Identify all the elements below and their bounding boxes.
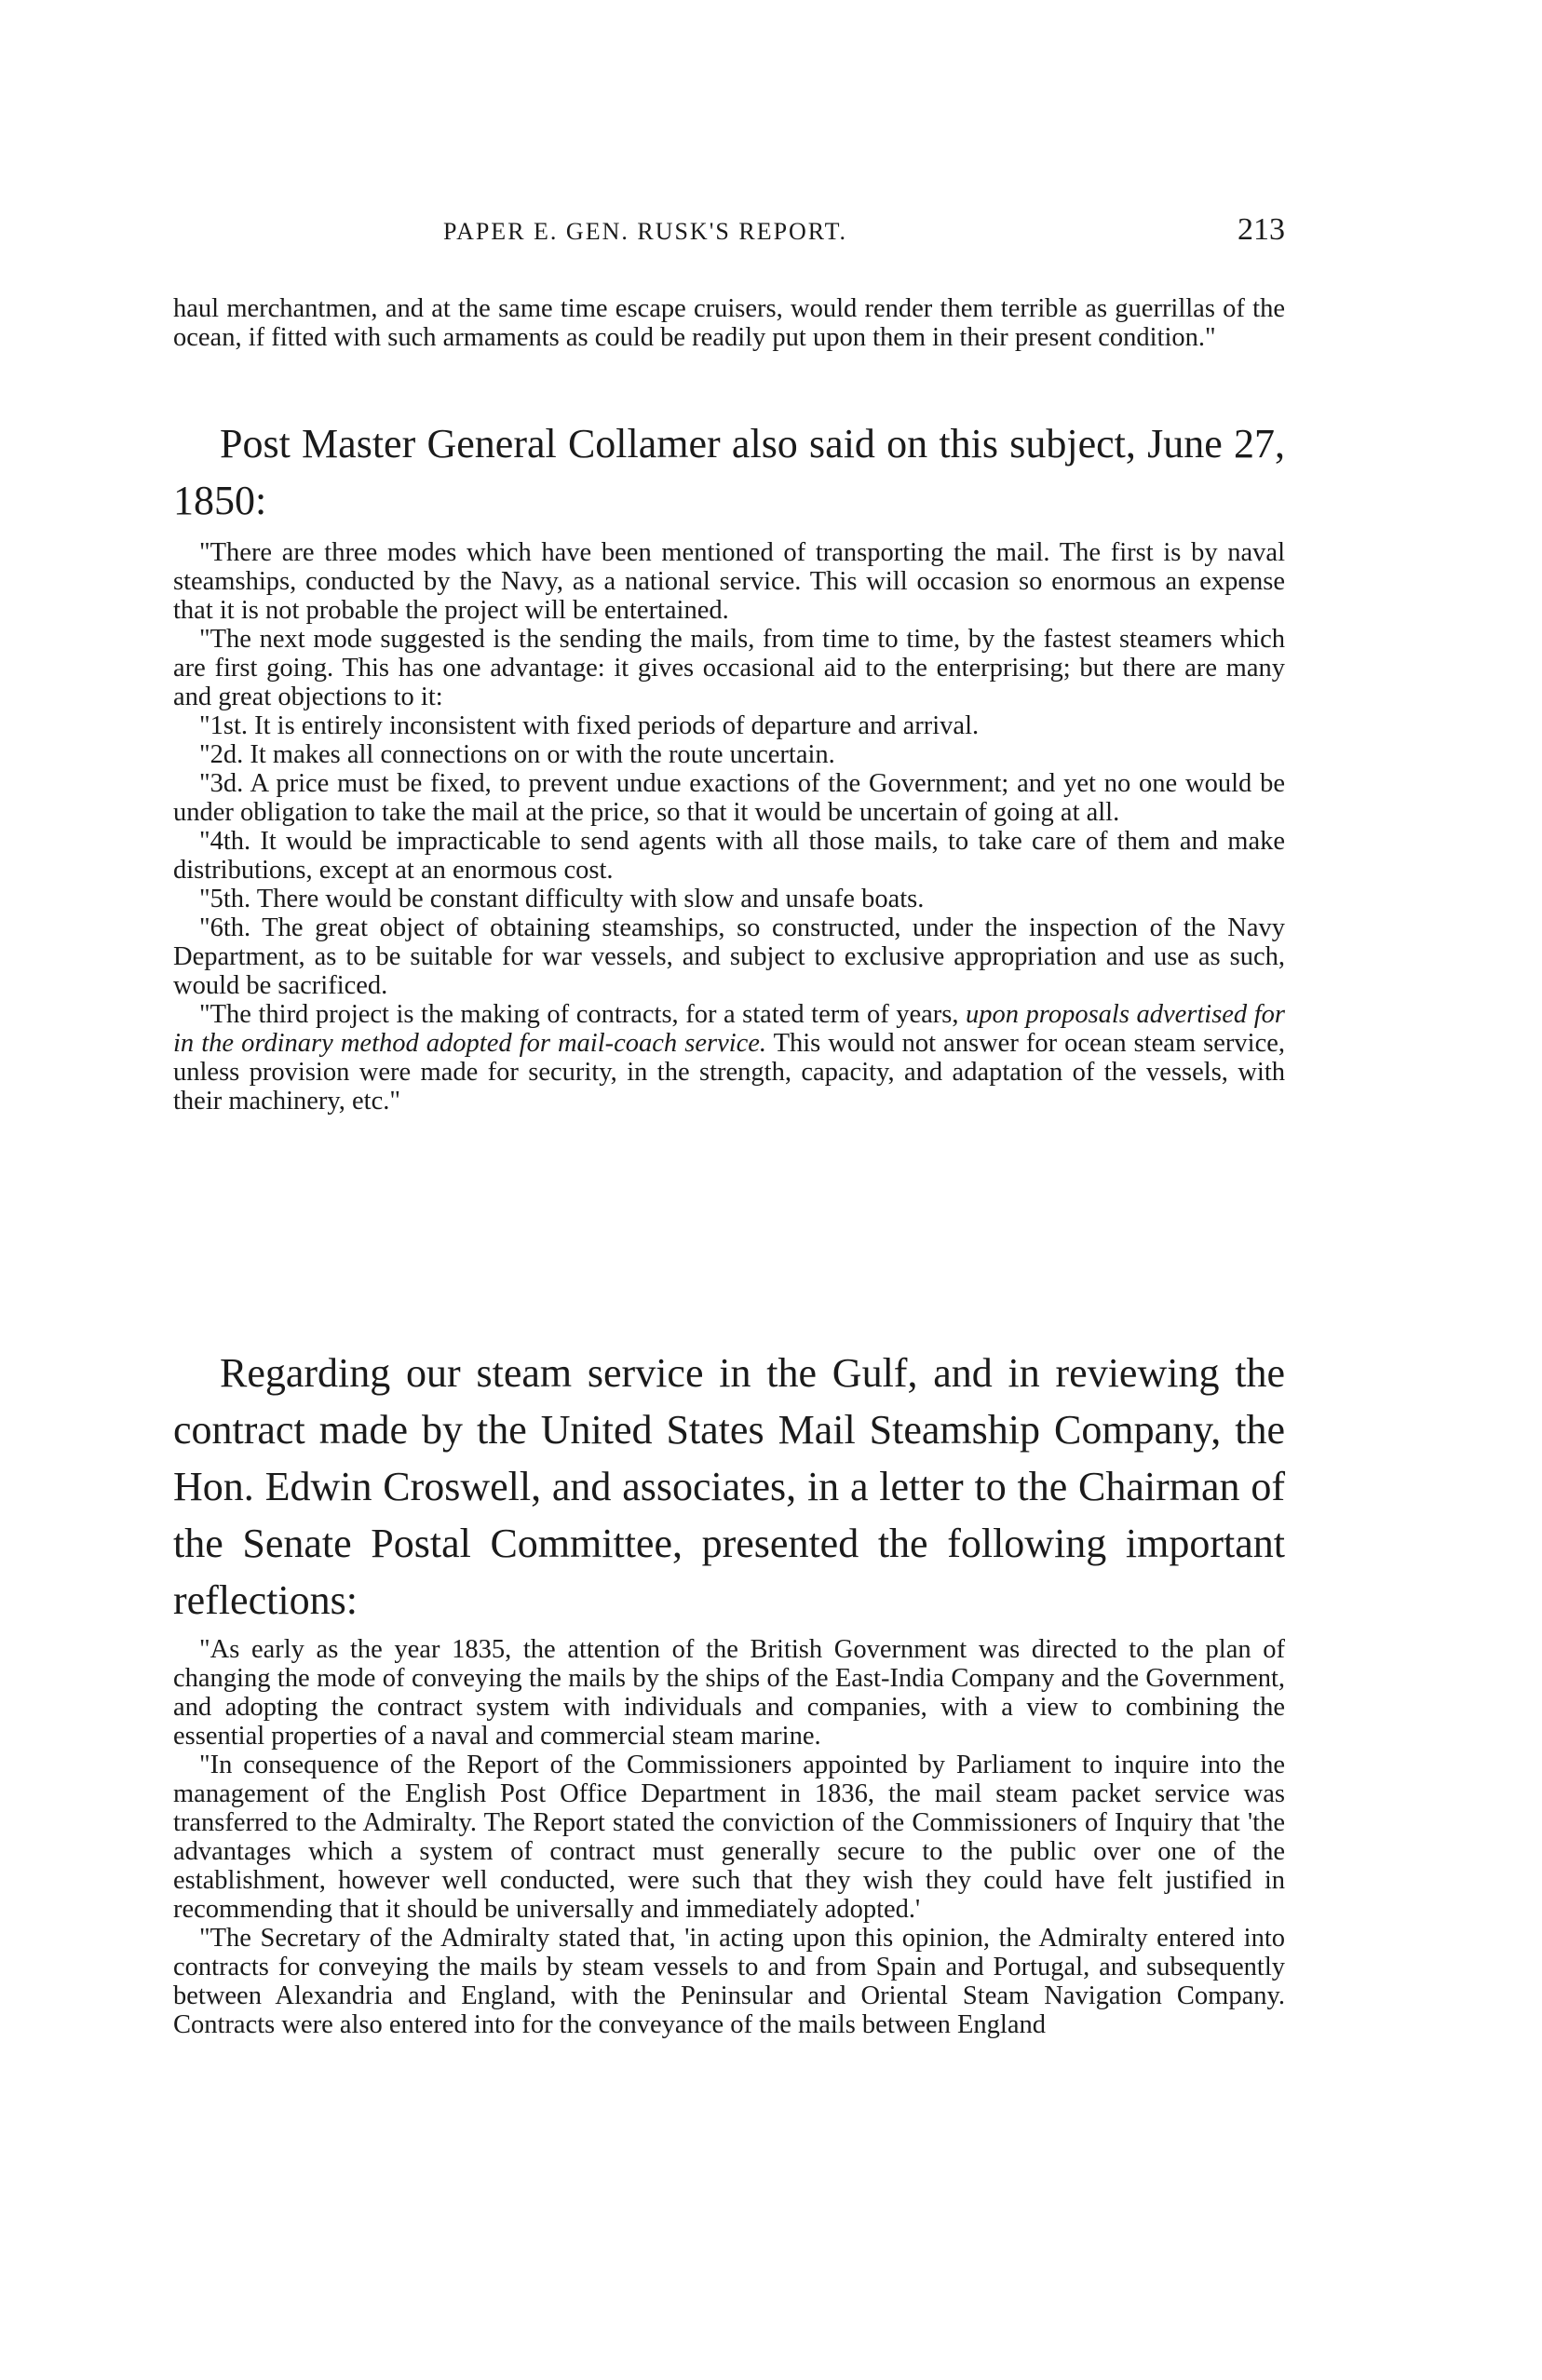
heading-collamer-text: Post Master General Collamer also said on this subject, June 27, 1850: — [173, 421, 1285, 523]
quote-croswell — [173, 1635, 1285, 2039]
continuation-paragraph: haul merchantmen, and at the same time escape cruisers, would render them terrible as guerrillas of the ocean, if fitted with such armaments as could be readily put upon them in their present condition." — [173, 294, 1285, 352]
quote1-paragraph-8: "6th. The great object of obtaining steamships, so constructed, under the inspection of the Navy Department, as to be suitable for war vessels, and subject to exclusive appropriation and use as such, would be sacrificed. — [173, 913, 1285, 1000]
quote2-paragraph-3: "The Secretary of the Admiralty stated that, 'in acting upon this opinion, the Admiralty entered into contracts for conveying the mails by steam vessels to and from Spain and Portugal, and subsequently between Alexandria and England, with the Peninsular and Oriental Steam Navigation Company. Contracts were also entered into for the conveyance of the mails between England — [173, 1924, 1285, 2039]
running-head-title: PAPER E. GEN. RUSK'S REPORT. — [443, 218, 848, 245]
quote1-paragraph-9-italic: upon proposals advertised for in the ordinary method adopted for mail-coach service. — [173, 1000, 1285, 1058]
quote2-paragraph-2: "In consequence of the Report of the Commissioners appointed by Parliament to inquire into the management of the English Post Office Department in 1836, the mail steam packet service was transferred to the Admiralty. The Report stated the conviction of the Commissioners of Inquiry that 'the advantages which a system of contract must generally secure to the public over one of the establishment, however well conducted, were such that they wish they could have felt justified in recommending that it should be universally and immediately adopted.' — [173, 1751, 1285, 1924]
quote1-paragraph-7: "5th. There would be constant difficulty with slow and unsafe boats. — [199, 885, 925, 913]
page-number: 213 — [1238, 212, 1285, 247]
quote1-paragraph-9-start: "The third project is the making of contracts, for a stated term of years, — [199, 1000, 967, 1029]
running-head — [173, 212, 1285, 259]
quote1-paragraph-2: "The next mode suggested is the sending the mails, from time to time, by the fastest steamers which are first going. This has one advantage: it gives occasional aid to the enterprising; but there are many and great objections to it: — [173, 625, 1285, 711]
quote2-paragraph-1: "As early as the year 1835, the attention of the British Government was directed to the plan of changing the mode of conveying the mails by the ships of the East-India Company and the Government, and adopting the contract system with individuals and companies, with a view to combining the essential properties of a naval and commercial steam marine. — [173, 1635, 1285, 1751]
quote-collamer — [173, 538, 1285, 1116]
quote1-paragraph-3: "1st. It is entirely inconsistent with fixed periods of departure and arrival. — [199, 711, 980, 740]
quote1-paragraph-4: "2d. It makes all connections on or with the route uncertain. — [199, 740, 835, 769]
quote1-paragraph-5: "3d. A price must be fixed, to prevent undue exactions of the Government; and yet no one would be under obligation to take the mail at the price, so that it would be uncertain of going at all. — [173, 769, 1285, 827]
heading-croswell — [173, 1345, 1285, 1629]
heading-croswell-text: Regarding our steam service in the Gulf, and in reviewing the contract made by the United States Mail Steamship Company, the Hon. Edwin Croswell, and associates, in a letter to the Chairman of the Senate Postal Committee, presented the following important reflections: — [173, 1350, 1285, 1623]
quote1-paragraph-1: "There are three modes which have been mentioned of transporting the mail. The first is by naval steamships, conducted by the Navy, as a national service. This will occasion so enormous an expense that it is not probable the project will be entertained. — [173, 538, 1285, 625]
continuation-block — [173, 294, 1285, 352]
heading-collamer — [173, 415, 1285, 529]
quote1-paragraph-9-end: This would not answer for ocean steam service, unless provision were made for security, in the strength, capacity, and adaptation of the vessels, with their machinery, etc." — [173, 1029, 1286, 1116]
quote1-paragraph-6: "4th. It would be impracticable to send agents with all those mails, to take care of them and make distributions, except at an enormous cost. — [173, 827, 1285, 885]
quote1-paragraph-9 — [173, 1000, 1285, 1116]
